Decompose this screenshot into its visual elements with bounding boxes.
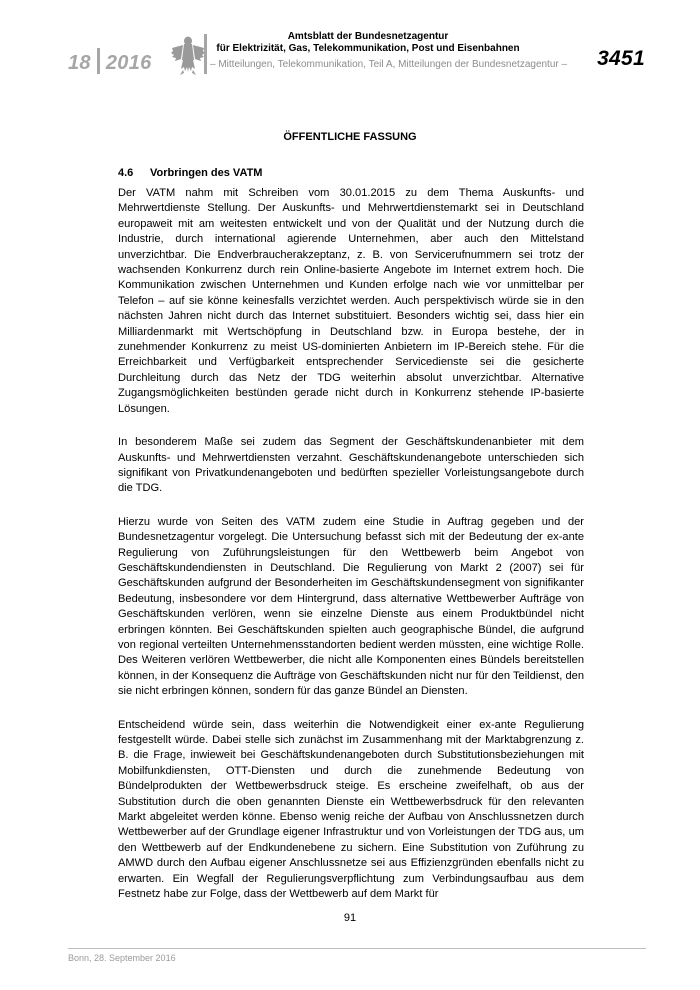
section-heading xyxy=(118,167,262,179)
gazette-title-line2: für Elektrizität, Gas, Telekommunikation, Post und Eisenbahnen xyxy=(216,43,520,54)
federal-eagle-icon xyxy=(170,32,206,76)
gazette-title xyxy=(210,31,526,55)
document-heading: ÖFFENTLICHE FASSUNG xyxy=(283,131,417,143)
issue-year: 2016 xyxy=(105,52,152,74)
footer-rule xyxy=(68,948,646,949)
section-title: Vorbringen des VATM xyxy=(150,167,263,179)
body-text xyxy=(118,186,584,920)
paragraph: Entscheidend würde sein, dass weiterhin die Notwendigkeit einer ex-ante Regulierung festgestellt würde. Dabei stelle sich zunächst im Zusammenhang mit der Marktabgrenzung z. B. die Frage, inwieweit bei Geschäftskundenangeboten durch Substitutionsbeziehungen mit Mobilfunkdiensten, OTT-Diensten und durch die zunehmende Bedeutung von Bündelprodukten der Wettbewerbsdruck steige. Es erscheine zweifelhaft, ob aus der Substitution durch die oben genannten Dienste ein Wettbewerbsdruck für den relevanten Markt abgeleitet werden könne. Ebenso wenig reiche der Aufbau von Anschlussnetzen durch Wettbewerber auf der Grundlage eigener Infrastruktur und von Vorleistungen der TDG aus, um den Wettbewerb auf der Endkundenebene zu sichern. Eine Substitution von Zuführung zu AMWD durch den Aufbau eigener Anschlussnetze sei aus Effizienzgründen ebenfalls nicht zu erwarten. Ein Wegfall der Regulierungsverpflichtung zum Verbindungsaufbau aus dem Festnetz habe zur Folge, dass der Wettbewerb auf dem Markt für xyxy=(118,718,584,901)
paragraph: Der VATM nahm mit Schreiben vom 30.01.2015 zu dem Thema Auskunfts- und Mehrwertdienste Stellung. Der Auskunfts- und Mehrwertdienstemarkt sei in Deutschland europaweit mit am weitesten entwickelt und von der Qualität und der Nutzung durch die Industrie, durch international agierende Unternehmen, aber auch den Mittelstand unverzichtbar. Die Endverbraucherakzeptanz, z. B. von Servicerufnummern sei trotz der wachsenden Konkurrenz durch rein Online-basierte Angebote im Internet extrem hoch. Die Kommunikation zwischen Unternehmen und Kunden erfolge nach wie vor unmittelbar per Telefon – auf sie könne keinesfalls verzichtet werden. Auch perspektivisch würde sie in den nächsten Jahren nicht durch das Internet substituiert. Besonders wichtig sei, dass hier ein Milliardenmarkt mit Wertschöpfung in Deutschland bzw. in Europa bestehe, der in zunehmender Konkurrenz zu meist US-dominierten Anbietern im IP-Bereich stehe. Für die Erreichbarkeit und Verfügbarkeit entsprechender Servicedienste sei die gesicherte Durchleitung durch das Netz der TDG weiterhin absolut unverzichtbar. Alternative Zugangsmöglichkeiten bestünden gerade nicht durch in Konkurrenz stehende IP-basierte Lösungen. xyxy=(118,187,584,415)
paragraph: Hierzu wurde von Seiten des VATM zudem eine Studie in Auftrag gegeben und der Bundesnetzagentur vorgelegt. Die Untersuchung befasst sich mit der Bedeutung der ex-ante Regulierung von Zuführungsleistungen für den Wettbewerb beim Angebot von Geschäftskundendiensten in Deutschland. Die Regulierung von Markt 2 (2007) sei für Geschäftskunden aufgrund der Besonderheiten im Geschäftskundensegment von signifikanter Bedeutung, insbesondere vor dem Hintergrund, dass alternative Wettbewerber Aufträge von Geschäftskunden verlören, wenn sie einzelne Dienste aus einem Produktbündel nicht erbringen könnten. Bei Geschäftskunden spielten auch geographische Bündel, die aufgrund von regional verteilten Unternehmensstandorten bedient werden müssten, eine wichtige Rolle. Des Weiteren verlören Wettbewerber, die nicht alle Komponenten eines Bündels bereitstellen können, in der Konsequenz die Aufträge von Geschäftskunden nicht nur für den Teildienst, den sie nicht erbringen können, sondern für das ganze Bündel an Diensten. xyxy=(118,515,584,698)
issue-separator xyxy=(97,48,100,74)
issue-number: 18 xyxy=(68,52,91,74)
document-page-number: 91 xyxy=(343,912,357,924)
footer-place-date: Bonn, 28. September 2016 xyxy=(68,953,176,963)
header-rule xyxy=(204,34,207,74)
gazette-page-number: 3451 xyxy=(597,47,645,70)
section-number: 4.6 xyxy=(118,167,134,179)
gazette-subtitle: – Mitteilungen, Telekommunikation, Teil A, Mitteilungen der Bundesnetzagentur – xyxy=(210,59,568,70)
paragraph: In besonderem Maße sei zudem das Segment der Geschäftskundenanbieter mit dem Auskunfts- und Mehrwertdiensten verzahnt. Geschäftskundenangebote unterschieden sich signifikant von Privatkundenangeboten und bedürften spezieller Vorleistungsangebote durch die TDG. xyxy=(118,436,584,495)
gazette-title-line1: Amtsblatt der Bundesnetzagentur xyxy=(287,31,449,42)
issue-label xyxy=(68,48,152,75)
